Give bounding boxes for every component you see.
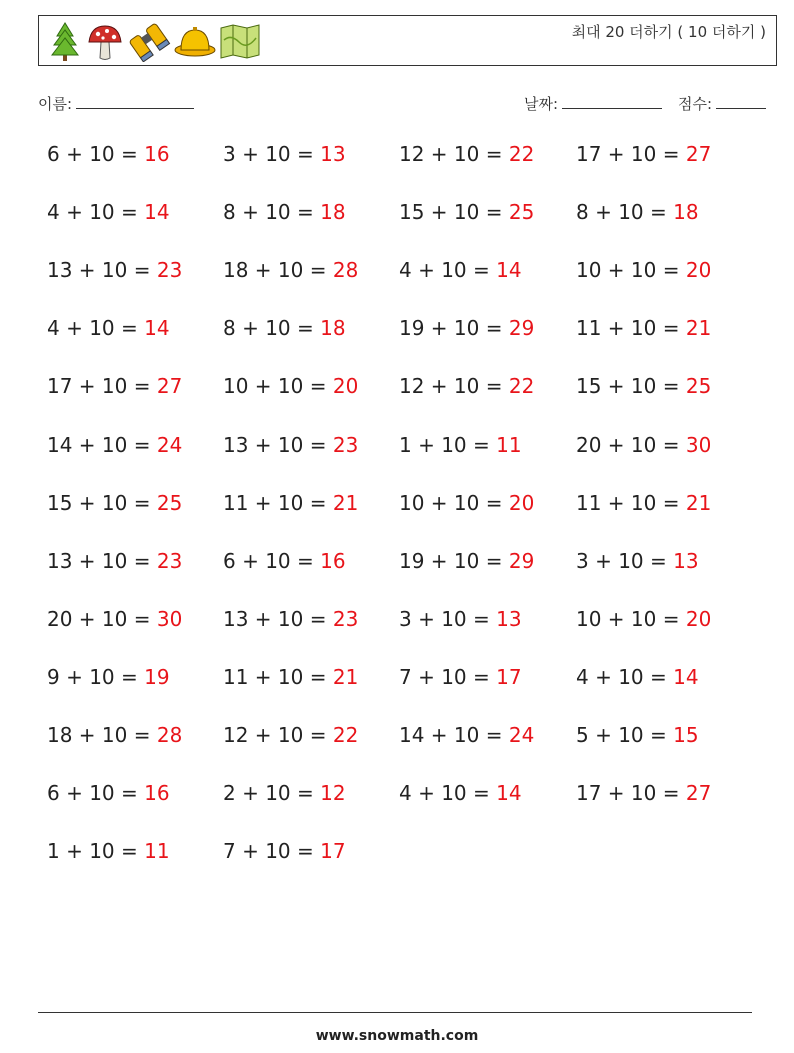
problem-question: 15 + 10 = (47, 490, 157, 515)
problem-question: 4 + 10 = (399, 781, 497, 806)
problem-answer: 14 (144, 200, 170, 225)
problem-question: 12 + 10 = (399, 142, 509, 166)
problem-answer: 17 (496, 664, 522, 689)
problem-cell (223, 607, 358, 631)
problem-answer: 16 (320, 548, 346, 573)
problem-cell (223, 839, 346, 863)
problem-question: 1 + 10 = (399, 432, 497, 457)
problem-answer: 23 (156, 548, 183, 573)
pith-helmet-icon (173, 20, 217, 62)
problem-cell (399, 433, 522, 457)
problem-answer: 14 (673, 664, 699, 689)
problem-answer: 13 (496, 606, 522, 631)
folded-map-icon (219, 20, 261, 62)
problem-answer: 28 (156, 723, 183, 747)
problem-cell (223, 723, 358, 747)
mushroom-icon (85, 20, 125, 62)
problem-question: 5 + 10 = (576, 723, 674, 747)
problem-answer: 23 (332, 432, 359, 457)
problem-question: 14 + 10 = (47, 432, 157, 457)
problem-cell (399, 549, 534, 573)
problem-question: 3 + 10 = (223, 142, 321, 166)
problem-question: 6 + 10 = (47, 142, 145, 166)
problem-answer: 27 (156, 374, 183, 399)
problem-answer: 24 (156, 432, 183, 457)
problem-question: 11 + 10 = (576, 316, 686, 341)
problem-question: 1 + 10 = (47, 839, 145, 864)
problem-cell (399, 781, 522, 805)
problem-answer: 14 (144, 316, 170, 341)
problem-answer: 28 (332, 258, 359, 283)
score-field[interactable] (678, 93, 766, 114)
header-box (38, 15, 777, 66)
problem-cell (47, 607, 182, 631)
problem-answer: 18 (320, 200, 346, 225)
problem-answer: 20 (685, 258, 712, 283)
problem-answer: 27 (685, 142, 712, 166)
problem-question: 20 + 10 = (576, 432, 686, 457)
problem-question: 8 + 10 = (576, 200, 674, 225)
problem-answer: 20 (332, 374, 359, 399)
problem-answer: 25 (156, 490, 183, 515)
binoculars-icon (127, 20, 171, 62)
problem-answer: 27 (685, 781, 712, 806)
problem-answer: 22 (508, 374, 535, 399)
problem-cell (47, 142, 170, 166)
problem-cell (576, 433, 711, 457)
problem-cell (399, 316, 534, 340)
problem-cell (576, 665, 699, 689)
problem-answer: 13 (673, 548, 699, 573)
problem-answer: 23 (156, 258, 183, 283)
problem-cell (47, 781, 170, 805)
problem-cell (47, 549, 182, 573)
problem-question: 4 + 10 = (47, 200, 145, 225)
problem-cell (399, 665, 522, 689)
problem-cell (47, 433, 182, 457)
problem-cell (47, 839, 170, 863)
problem-cell (223, 316, 346, 340)
problem-answer: 22 (332, 723, 359, 747)
problem-cell (47, 200, 170, 224)
problem-question: 4 + 10 = (399, 258, 497, 283)
problem-answer: 18 (673, 200, 699, 225)
problem-question: 2 + 10 = (223, 781, 321, 806)
problem-question: 7 + 10 = (223, 839, 321, 864)
problem-question: 4 + 10 = (576, 664, 674, 689)
problem-question: 7 + 10 = (399, 664, 497, 689)
problem-answer: 23 (332, 606, 359, 631)
problem-cell (223, 142, 346, 166)
header-icons (47, 20, 261, 62)
problem-cell (399, 374, 534, 398)
problem-question: 10 + 10 = (399, 490, 509, 515)
name-field[interactable] (38, 93, 194, 114)
footer-site[interactable]: www.snowmath.com (315, 1028, 479, 1044)
problem-cell (399, 491, 534, 515)
problem-question: 6 + 10 = (223, 548, 321, 573)
problem-answer: 21 (685, 490, 712, 515)
problem-cell (223, 491, 358, 515)
problem-answer: 18 (320, 316, 346, 341)
problem-question: 11 + 10 = (223, 664, 333, 689)
problem-answer: 30 (685, 432, 712, 457)
score-blank[interactable] (716, 94, 766, 109)
problem-question: 12 + 10 = (223, 723, 333, 747)
problem-question: 11 + 10 = (576, 490, 686, 515)
problem-answer: 13 (320, 142, 346, 166)
problem-cell (223, 665, 358, 689)
problem-question: 20 + 10 = (47, 606, 157, 631)
problem-question: 12 + 10 = (399, 374, 509, 399)
problem-question: 13 + 10 = (223, 606, 333, 631)
problem-answer: 19 (144, 664, 170, 689)
problem-question: 11 + 10 = (223, 490, 333, 515)
problem-cell (223, 549, 346, 573)
problem-question: 3 + 10 = (576, 548, 674, 573)
problem-answer: 24 (508, 723, 535, 747)
problem-question: 17 + 10 = (576, 142, 686, 166)
problem-answer: 11 (144, 839, 170, 864)
problem-cell (223, 433, 358, 457)
problem-cell (47, 665, 170, 689)
problem-cell (47, 258, 182, 282)
problem-answer: 14 (496, 781, 522, 806)
problem-question: 13 + 10 = (47, 548, 157, 573)
problem-answer: 21 (332, 664, 359, 689)
problem-cell (576, 549, 699, 573)
problem-question: 15 + 10 = (576, 374, 686, 399)
problem-question: 18 + 10 = (223, 258, 333, 283)
problem-question: 10 + 10 = (576, 258, 686, 283)
problem-cell (576, 374, 711, 398)
problem-answer: 20 (508, 490, 535, 515)
score-label: 점수: (678, 95, 713, 113)
problem-question: 13 + 10 = (223, 432, 333, 457)
problem-answer: 16 (144, 142, 170, 166)
problem-question: 17 + 10 = (576, 781, 686, 806)
problem-question: 19 + 10 = (399, 548, 509, 573)
worksheet-title: 최대 20 더하기 ( 10 더하기 ) (571, 23, 766, 41)
problem-answer: 12 (320, 781, 346, 806)
problem-question: 10 + 10 = (576, 606, 686, 631)
problem-question: 10 + 10 = (223, 374, 333, 399)
problem-answer: 17 (320, 839, 346, 864)
date-blank[interactable] (562, 94, 662, 109)
problem-question: 17 + 10 = (47, 374, 157, 399)
date-label: 날짜: (524, 95, 559, 113)
problem-cell (47, 374, 182, 398)
date-field[interactable] (524, 93, 662, 114)
problem-cell (47, 316, 170, 340)
problem-question: 19 + 10 = (399, 316, 509, 341)
problem-cell (223, 781, 346, 805)
problem-answer: 14 (496, 258, 522, 283)
problem-answer: 11 (496, 432, 522, 457)
problem-cell (576, 723, 699, 747)
problem-cell (223, 374, 358, 398)
problem-cell (399, 142, 534, 166)
problem-question: 18 + 10 = (47, 723, 157, 747)
problem-answer: 21 (685, 316, 712, 341)
problem-cell (576, 607, 711, 631)
problem-answer: 21 (332, 490, 359, 515)
problem-answer: 29 (508, 548, 535, 573)
problem-question: 8 + 10 = (223, 316, 321, 341)
problem-answer: 15 (673, 723, 699, 747)
problem-cell (223, 200, 346, 224)
problem-cell (399, 607, 522, 631)
problem-cell (399, 723, 534, 747)
problem-answer: 22 (508, 142, 535, 166)
problem-answer: 25 (508, 200, 535, 225)
problem-cell (223, 258, 358, 282)
problem-answer: 30 (156, 606, 183, 631)
problem-cell (399, 200, 534, 224)
problem-cell (576, 491, 711, 515)
name-blank[interactable] (76, 94, 194, 109)
problem-answer: 29 (508, 316, 535, 341)
problem-cell (576, 316, 711, 340)
problem-question: 6 + 10 = (47, 781, 145, 806)
problem-cell (576, 781, 711, 805)
problem-question: 9 + 10 = (47, 664, 145, 689)
problem-answer: 20 (685, 606, 712, 631)
problem-cell (576, 142, 711, 166)
footer-divider (38, 1012, 752, 1013)
problem-answer: 25 (685, 374, 712, 399)
problem-question: 3 + 10 = (399, 606, 497, 631)
problem-question: 4 + 10 = (47, 316, 145, 341)
pine-tree-icon (47, 20, 83, 62)
problem-question: 14 + 10 = (399, 723, 509, 747)
problem-cell (47, 491, 182, 515)
problem-cell (47, 723, 182, 747)
problem-question: 8 + 10 = (223, 200, 321, 225)
problem-cell (576, 200, 699, 224)
problem-cell (576, 258, 711, 282)
problem-question: 15 + 10 = (399, 200, 509, 225)
problem-question: 13 + 10 = (47, 258, 157, 283)
name-label: 이름: (38, 95, 73, 113)
problem-cell (399, 258, 522, 282)
problem-answer: 16 (144, 781, 170, 806)
